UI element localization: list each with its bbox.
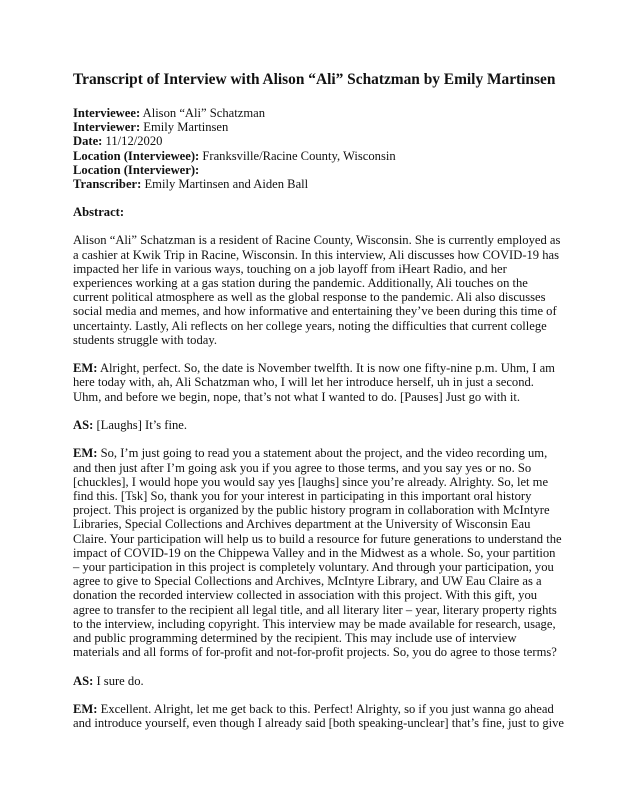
abstract-line: students struggle with today. bbox=[73, 332, 217, 347]
metadata-interviewee bbox=[73, 106, 551, 120]
metadata-value: Alison “Ali” Schatzman bbox=[140, 106, 266, 120]
transcript-turn-as bbox=[73, 674, 551, 688]
abstract-line: experiences working at a gas station during the pandemic. Additionally, Ali touches on the bbox=[73, 276, 528, 291]
transcript-line bbox=[73, 446, 551, 460]
metadata-location-interviewee bbox=[73, 149, 551, 163]
turn-text: Alright, perfect. So, the date is November twelfth. It is now one fifty-nine p.m. Uhm, I am bbox=[97, 361, 555, 376]
metadata-label: Interviewee: bbox=[73, 106, 141, 120]
metadata-label: Location (Interviewer): bbox=[73, 162, 200, 177]
abstract-line: current political atmosphere as well as the global response to the pandemic. Ali also discusses bbox=[73, 290, 546, 305]
transcript-line: agree to transfer to the recipient all legal title, and all literary liter – year, literary property rights bbox=[73, 602, 557, 617]
metadata-value: Franksville/Racine County, Wisconsin bbox=[199, 148, 396, 163]
interview-metadata bbox=[73, 106, 551, 191]
speaker-label: EM: bbox=[73, 446, 98, 461]
transcript-line: here today with, ah, Ali Schatzman who, I will let her introduce herself, uh in just a second. bbox=[73, 375, 534, 390]
speaker-label: EM: bbox=[73, 702, 98, 717]
transcript-line: donation the recorded interview collected in association with this project. With this gift, you bbox=[73, 588, 538, 603]
transcript-line: materials and all forms of for-profit and not-for-profit projects. So, you do agree to those terms? bbox=[73, 645, 557, 660]
transcript-turn-em bbox=[73, 361, 555, 404]
transcript-line: agree to give to Special Collections and Archives, McIntyre Library, and UW Eau Claire as a bbox=[73, 574, 542, 589]
transcript-line: Uhm, and before we begin, nope, that’s not what I wanted to do. [Pauses] Just go with it. bbox=[73, 389, 520, 404]
transcript-line: and public programming determined by the recipient. This may include use of interview bbox=[73, 631, 517, 646]
abstract-line: impacted her life in various ways, touching on a job layoff from iHeart Radio, and her bbox=[73, 261, 507, 276]
turn-text: So, I’m just going to read you a statement about the project, and the video recording um, bbox=[97, 446, 548, 461]
metadata-location-interviewer bbox=[73, 163, 551, 177]
speaker-label: AS: bbox=[73, 673, 94, 688]
metadata-interviewer bbox=[73, 120, 551, 134]
turn-text: Excellent. Alright, let me get back to this. Perfect! Alrighty, so if you just wanna go ahead bbox=[97, 702, 554, 717]
speaker-label: EM: bbox=[73, 361, 98, 376]
abstract-line: Alison “Ali” Schatzman is a resident of Racine County, Wisconsin. She is currently employed as bbox=[73, 233, 561, 248]
transcript-line: Libraries, Special Collections and Archives department at the University of Wisconsin Eau bbox=[73, 517, 531, 532]
abstract-line: uncertainty. Lastly, Ali reflects on her college years, noting the difficulties that current college bbox=[73, 318, 547, 333]
transcript-line: – your participation in this project is completely voluntary. And through your participation, you bbox=[73, 560, 554, 575]
transcript-turn-em bbox=[73, 702, 565, 731]
metadata-value: 11/12/2020 bbox=[102, 134, 163, 149]
abstract-line: a cashier at Kwik Trip in Racine, Wisconsin. In this interview, Ali discusses how COVID-19 has bbox=[73, 247, 560, 262]
transcript-line bbox=[73, 702, 554, 717]
transcript-line: find this. [Tsk] So, thank you for your interest in participating in this important oral history bbox=[73, 489, 532, 504]
transcript-turn-em bbox=[73, 446, 562, 660]
transcript-line: project. This project is organized by the public history program in collaboration with McIntyre bbox=[73, 503, 550, 518]
speaker-label: AS: bbox=[73, 418, 94, 433]
transcript-line: impact of COVID-19 on the Chippewa Valley and in the Midwest as a whole. So, your partition bbox=[73, 545, 556, 560]
metadata-value: Emily Martinsen and Aiden Ball bbox=[141, 177, 309, 192]
transcript-line: [chuckles], I would hope you would say yes [laughs] since you’re already. Alrighty. So, let me bbox=[73, 474, 549, 489]
abstract-line: social media and memes, and how informative and entertaining they’ve been during this time of bbox=[73, 304, 557, 319]
metadata-date bbox=[73, 134, 551, 148]
turn-text: I sure do. bbox=[93, 673, 144, 688]
transcript-line bbox=[73, 361, 555, 376]
turn-text: [Laughs] It’s fine. bbox=[93, 418, 188, 433]
transcript-line: and then just after I’m going ask you if you agree to those terms, and you say yes or no. So bbox=[73, 460, 532, 475]
transcript-turn-as bbox=[73, 418, 551, 432]
document-content bbox=[73, 70, 565, 745]
metadata-label: Transcriber: bbox=[73, 177, 142, 192]
transcript-line: to the interview, including copyright. This interview may be made available for research, usage, bbox=[73, 616, 556, 631]
metadata-label: Date: bbox=[73, 134, 103, 149]
transcript-line bbox=[73, 674, 551, 688]
metadata-label: Location (Interviewee): bbox=[73, 148, 200, 163]
abstract-paragraph bbox=[73, 233, 561, 347]
abstract-heading: Abstract: bbox=[73, 205, 125, 220]
transcript-line bbox=[73, 418, 551, 432]
document-title: Transcript of Interview with Alison “Ali” Schatzman by Emily Martinsen bbox=[73, 71, 556, 88]
metadata-transcriber bbox=[73, 177, 551, 191]
transcript-line: and introduce yourself, even though I already said [both speaking-unclear] that’s fine, just to give bbox=[73, 716, 565, 731]
transcript-line: Claire. Your participation will help us to build a resource for future generations to understand the bbox=[73, 531, 562, 546]
metadata-value: Emily Martinsen bbox=[140, 120, 229, 135]
metadata-label: Interviewer: bbox=[73, 120, 141, 135]
